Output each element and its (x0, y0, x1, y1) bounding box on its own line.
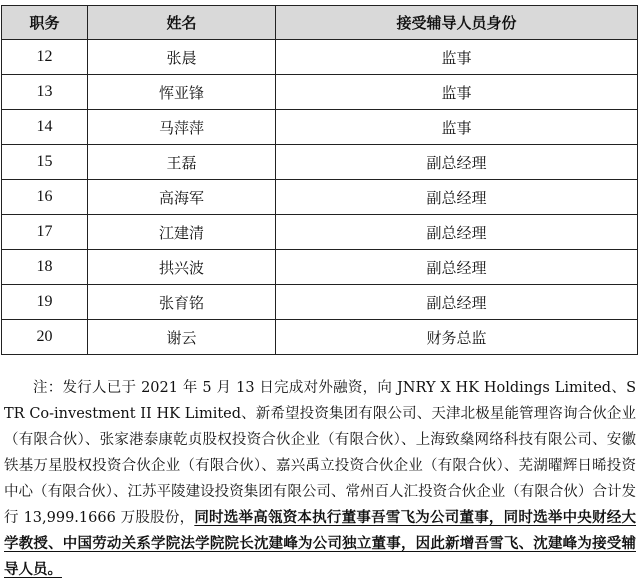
row-number: 15 (2, 145, 88, 180)
table-row (2, 110, 638, 145)
table-row (2, 145, 638, 180)
row-number: 20 (2, 320, 88, 355)
row-name: 拱兴波 (88, 250, 276, 285)
row-name: 马萍萍 (88, 110, 276, 145)
row-number: 19 (2, 285, 88, 320)
table-row (2, 180, 638, 215)
row-number: 12 (2, 40, 88, 75)
row-number: 14 (2, 110, 88, 145)
row-role: 监事 (276, 110, 638, 145)
table-row (2, 250, 638, 285)
table-row (2, 75, 638, 110)
footnote-text: 注：发行人已于 2021 年 5 月 13 日完成对外融资，向 JNRY X HK Holdings Limited、STR Co-investment II HK Limited、新希望投资集团有限公司、天津北极星能管理咨询合伙企业（有限合伙）、张家港泰康乾贞股权投资合伙企业（有限合伙）、上海致燊网络科技有限公司、安徽铁基万星股权投资合伙企业（有限合伙）、嘉兴禹立投资合伙企业（有限合伙）、芜湖曜辉日晞投资中心（有限合伙）、江苏平陵建设投资集团有限公司、常州百人汇投资合伙企业（有限合伙）合计发行 13,999.1666 万股股份， (4, 379, 636, 526)
footnote (4, 375, 636, 583)
row-role: 监事 (276, 40, 638, 75)
row-role: 副总经理 (276, 250, 638, 285)
header-name: 姓名 (88, 6, 276, 40)
row-name: 谢云 (88, 320, 276, 355)
row-name: 江建清 (88, 215, 276, 250)
row-name: 张育铭 (88, 285, 276, 320)
row-number: 17 (2, 215, 88, 250)
table-header-row (2, 6, 638, 40)
row-number: 16 (2, 180, 88, 215)
row-role: 监事 (276, 75, 638, 110)
header-position: 职务 (2, 6, 88, 40)
table-row (2, 215, 638, 250)
row-role: 副总经理 (276, 215, 638, 250)
footnote-emphasis: 同时选举高瓴资本执行董事吾雪飞为公司董事，同时选举中央财经大学教授、中国劳动关系学院法学院院长沈建峰为公司独立董事，因此新增吾雪飞、沈建峰为接受辅导人员。 (4, 508, 636, 578)
table-row (2, 320, 638, 355)
row-name: 张晨 (88, 40, 276, 75)
row-role: 副总经理 (276, 145, 638, 180)
row-name: 恽亚锋 (88, 75, 276, 110)
row-number: 18 (2, 250, 88, 285)
table-row (2, 285, 638, 320)
row-number: 13 (2, 75, 88, 110)
tutoring-personnel-table (1, 5, 638, 355)
row-name: 王磊 (88, 145, 276, 180)
row-role: 副总经理 (276, 285, 638, 320)
row-role: 财务总监 (276, 320, 638, 355)
row-name: 高海军 (88, 180, 276, 215)
row-role: 副总经理 (276, 180, 638, 215)
header-identity: 接受辅导人员身份 (276, 6, 638, 40)
table-row (2, 40, 638, 75)
